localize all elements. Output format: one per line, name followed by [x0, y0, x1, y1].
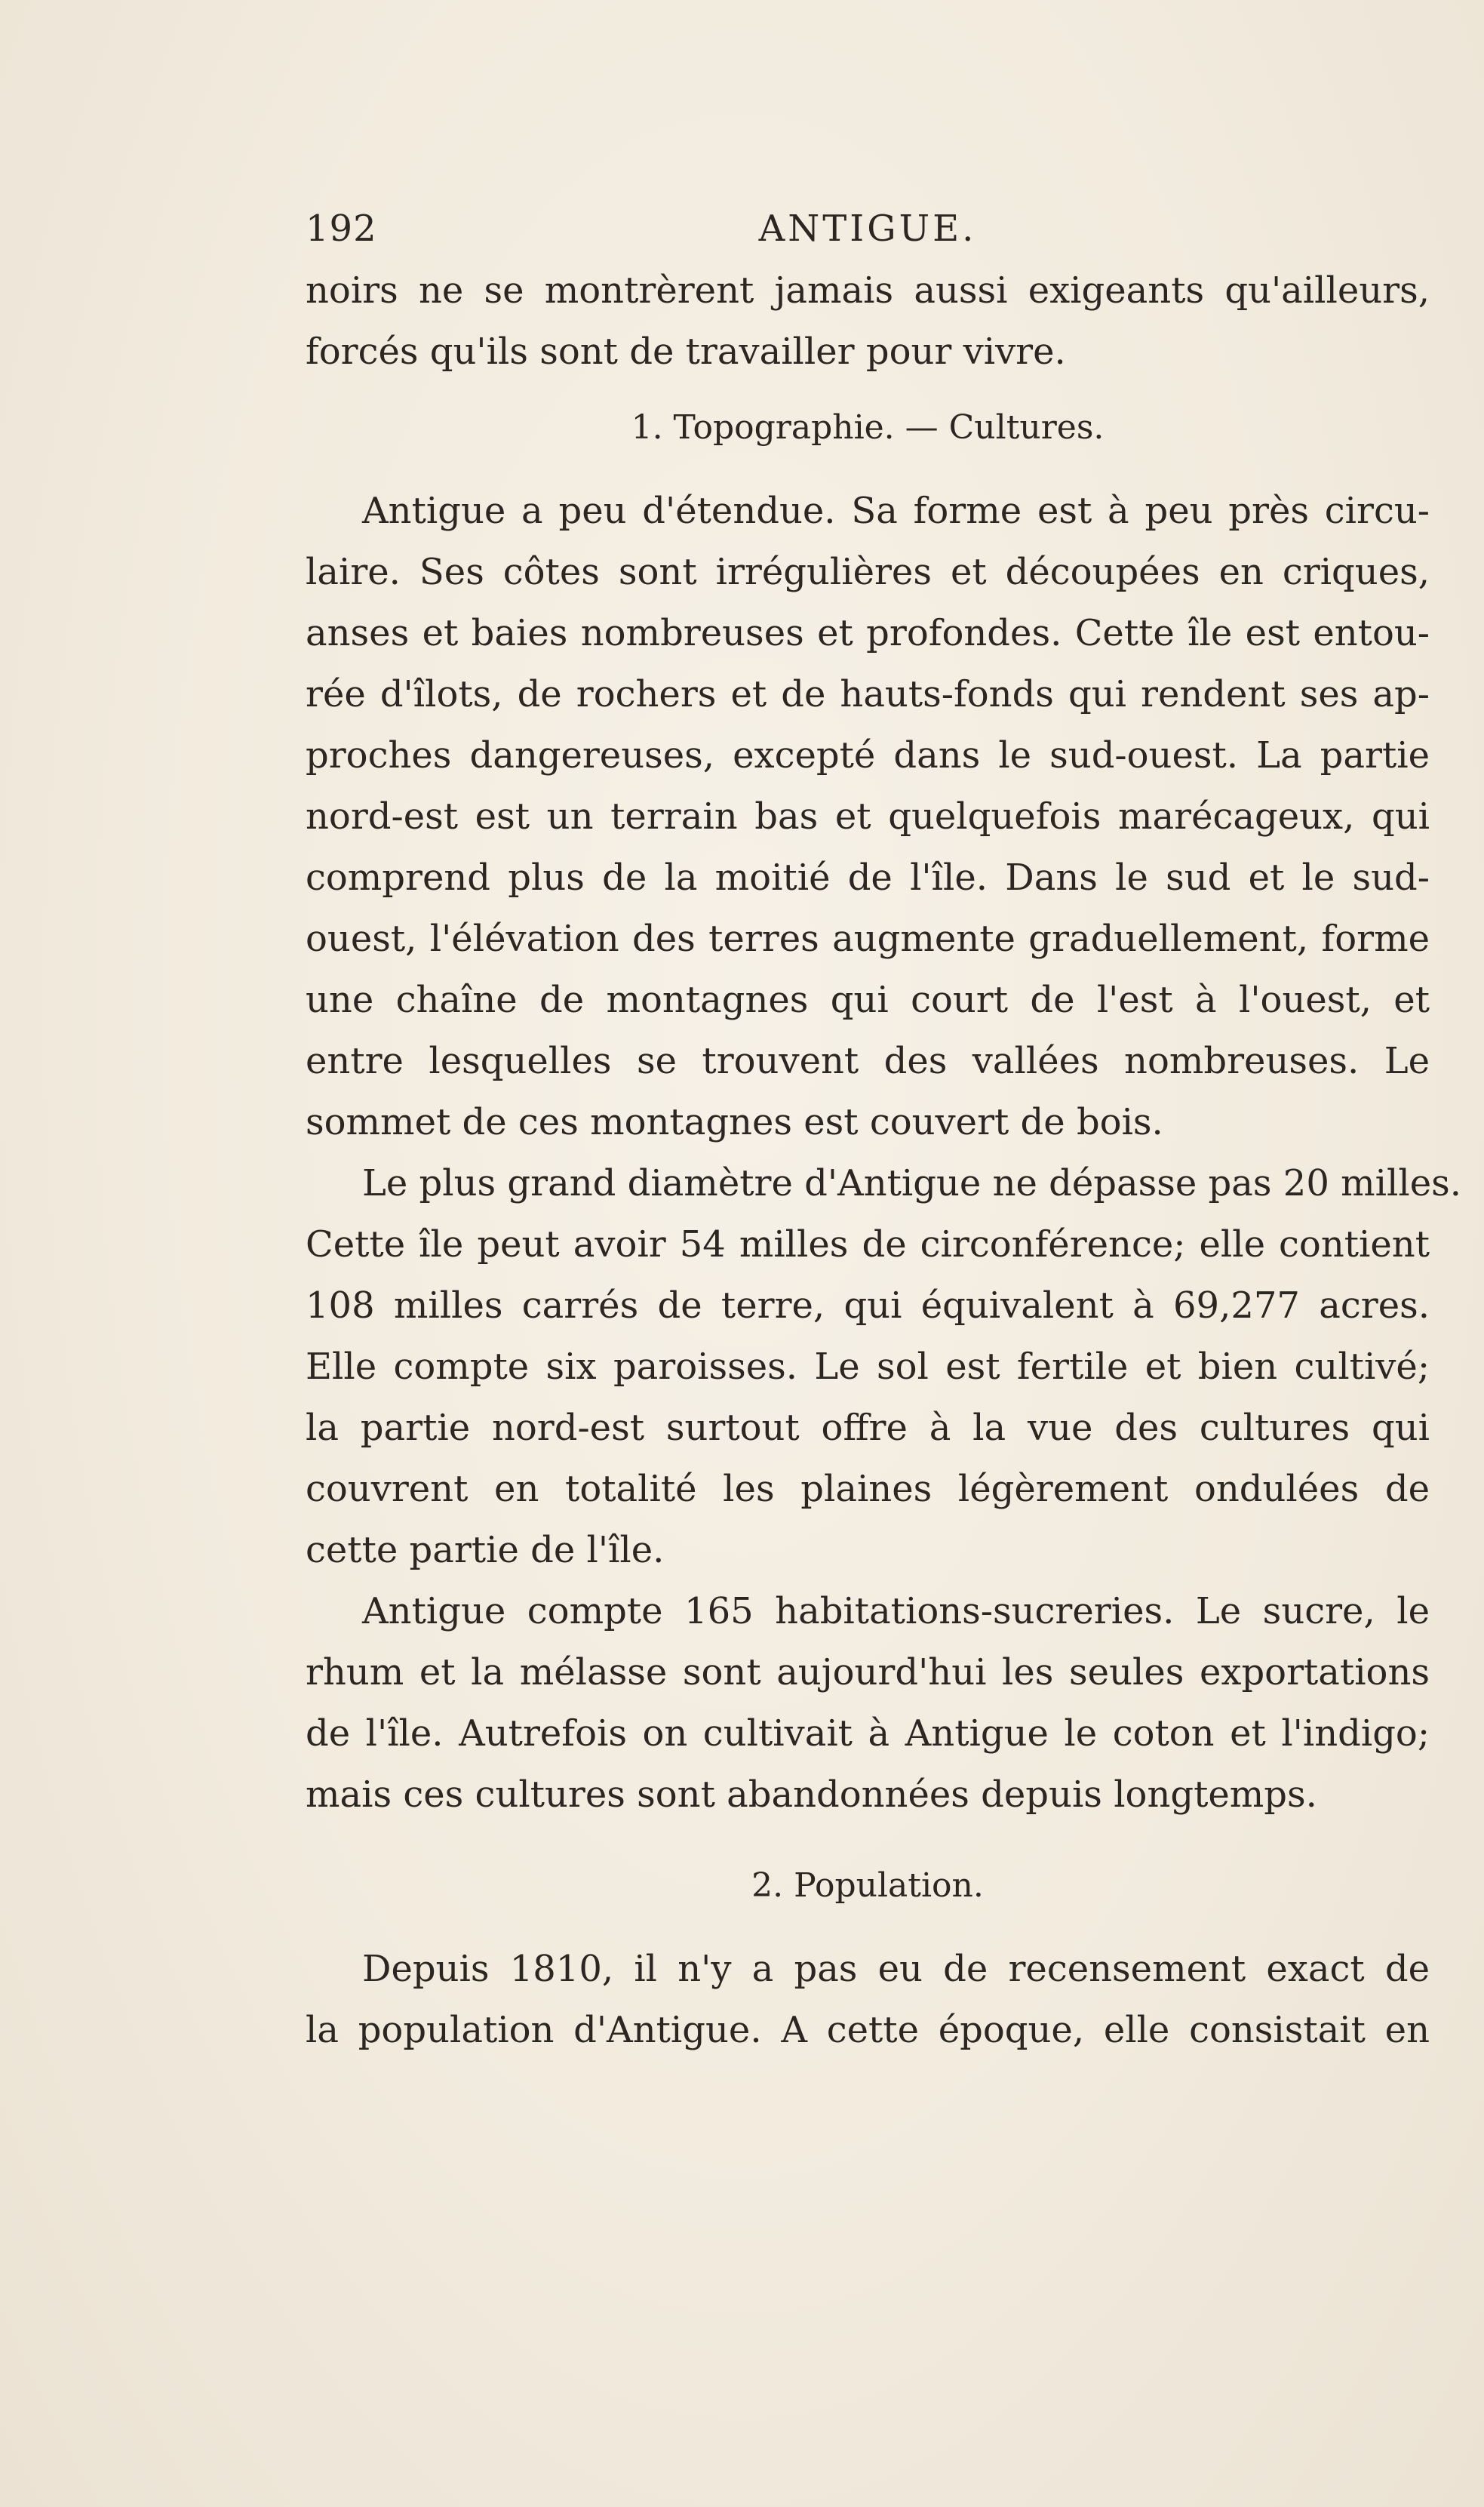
text-line: Antigue a peu d'étendue. Sa forme est à peu près circu-: [362, 490, 1430, 532]
text-line: Elle compte six paroisses. Le sol est fertile et bien cultivé;: [306, 1346, 1430, 1388]
text-line: une chaîne de montagnes qui court de l'est à l'ouest, et: [306, 979, 1430, 1021]
text-line: sommet de ces montagnes est couvert de bois.: [306, 1101, 1163, 1143]
text-line: 108 milles carrés de terre, qui équivalent à 69,277 acres.: [306, 1284, 1430, 1327]
section-heading-topographie: 1. Topographie. — Cultures.: [631, 408, 1105, 447]
text-line: laire. Ses côtes sont irrégulières et découpées en criques,: [306, 551, 1430, 593]
running-title: ANTIGUE.: [758, 208, 977, 250]
text-line: Cette île peut avoir 54 milles de circonférence; elle contient: [306, 1223, 1430, 1266]
paragraph-diametre: [306, 1153, 1461, 1581]
running-head: [306, 200, 1430, 260]
text-line: Depuis 1810, il n'y a pas eu de recensement exact de: [362, 1948, 1430, 1990]
text-line: de l'île. Autrefois on cultivait à Antigue le coton et l'indigo;: [306, 1712, 1430, 1755]
text-line: noirs ne se montrèrent jamais aussi exigeants qu'ailleurs,: [306, 269, 1430, 312]
text-line: cette partie de l'île.: [306, 1529, 665, 1571]
text-line: rée d'îlots, de rochers et de hauts-fonds qui rendent ses ap-: [306, 673, 1430, 715]
text-line: entre lesquelles se trouvent des vallées nombreuses. Le: [306, 1040, 1430, 1082]
paragraph-sucreries: [306, 1581, 1430, 1826]
text-line: couvrent en totalité les plaines légèrement ondulées de: [306, 1468, 1430, 1510]
text-line: la population d'Antigue. A cette époque, elle consistait en: [306, 2009, 1430, 2051]
text-line: rhum et la mélasse sont aujourd'hui les seules exportations: [306, 1651, 1430, 1693]
text-line: Antigue compte 165 habitations-sucreries. Le sucre, le: [362, 1590, 1430, 1632]
paragraph-intro: [306, 260, 1430, 383]
paragraph-topographie: [306, 481, 1430, 1153]
text-line: forcés qu'ils sont de travailler pour vivre.: [306, 331, 1066, 373]
section-heading-population: 2. Population.: [751, 1866, 984, 1905]
text-line: mais ces cultures sont abandonnées depuis longtemps.: [306, 1773, 1317, 1816]
text-block: [306, 200, 1461, 2061]
text-line: Le plus grand diamètre d'Antigue ne dépasse pas 20 milles.: [362, 1162, 1461, 1204]
text-line: nord-est est un terrain bas et quelquefois marécageux, qui: [306, 795, 1430, 838]
paragraph-population: [306, 1939, 1430, 2061]
text-line: anses et baies nombreuses et profondes. Cette île est entou-: [306, 612, 1430, 654]
text-line: comprend plus de la moitié de l'île. Dans le sud et le sud-: [306, 857, 1430, 899]
text-line: la partie nord-est surtout offre à la vue des cultures qui: [306, 1407, 1430, 1449]
text-line: proches dangereuses, excepté dans le sud-ouest. La partie: [306, 734, 1430, 777]
page-number: 192: [306, 208, 377, 250]
text-line: ouest, l'élévation des terres augmente graduellement, forme: [306, 918, 1430, 960]
